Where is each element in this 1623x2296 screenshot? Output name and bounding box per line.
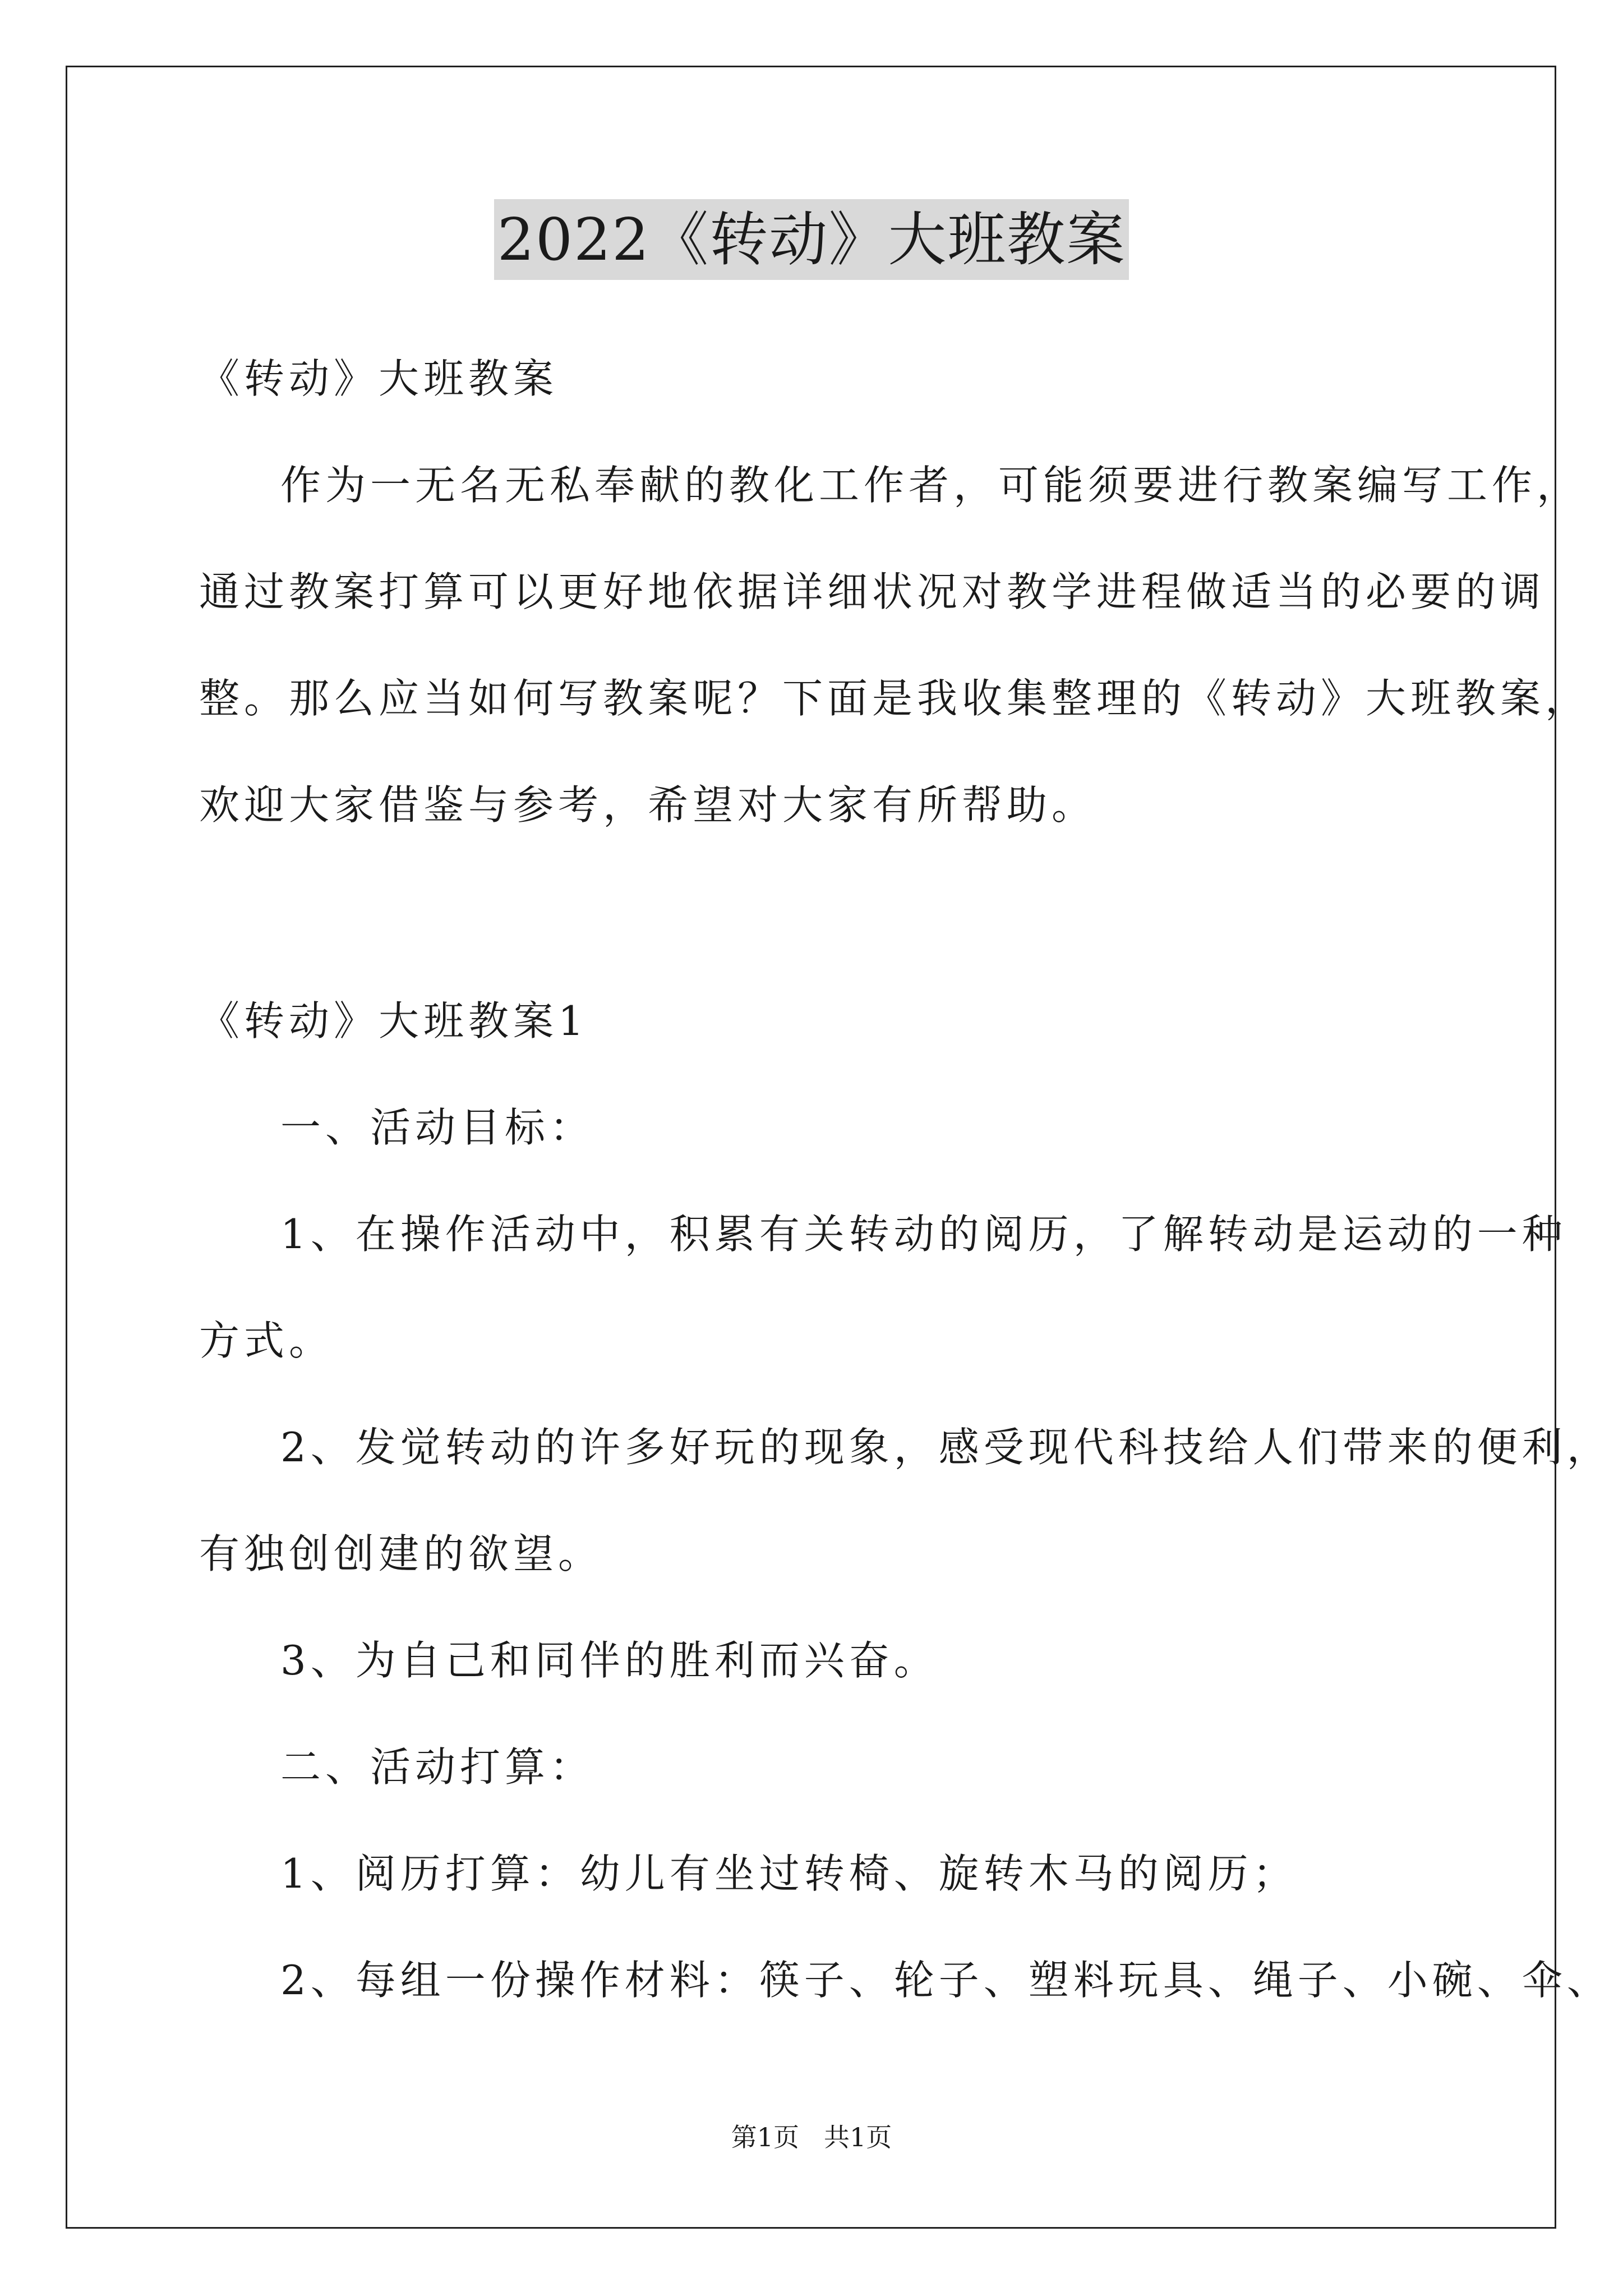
paragraph-line: 欢迎大家借鉴与参考，希望对大家有所帮助。 bbox=[199, 781, 1097, 829]
paragraph-line: 通过教案打算可以更好地依据详细状况对教学进程做适当的必要的调 bbox=[199, 568, 1546, 615]
section-heading: 《转动》大班教案1 bbox=[199, 997, 588, 1045]
paragraph-line: 方式。 bbox=[199, 1317, 334, 1364]
paragraph-line: 1、在操作活动中，积累有关转动的阅历，了解转动是运动的一种 bbox=[280, 1211, 1567, 1258]
subsection-heading: 一、活动目标： bbox=[280, 1104, 595, 1151]
paragraph-line: 整。那么应当如何写教案呢？下面是我收集整理的《转动》大班教案， bbox=[199, 675, 1590, 722]
paragraph-line: 2、每组一份操作材料：筷子、轮子、塑料玩具、绳子、小碗、伞、 bbox=[280, 1957, 1612, 2004]
paragraph-line: 2、发觉转动的许多好玩的现象，感受现代科技给人们带来的便利， bbox=[280, 1424, 1612, 1471]
section-heading: 《转动》大班教案 bbox=[199, 355, 559, 402]
page-footer bbox=[0, 2120, 1623, 2154]
paragraph-line: 1、阅历打算：幼儿有坐过转椅、旋转木马的阅历； bbox=[280, 1850, 1298, 1897]
paragraph-line: 3、为自己和同伴的胜利而兴奋。 bbox=[280, 1637, 939, 1684]
title-container bbox=[0, 199, 1623, 280]
paragraph-line: 作为一无名无私奉献的教化工作者，可能须要进行教案编写工作， bbox=[280, 462, 1582, 509]
paragraph-line: 有独创创建的欲望。 bbox=[199, 1530, 603, 1577]
page-number-total: 共1页 bbox=[824, 2122, 892, 2152]
page-number-current: 第1页 bbox=[731, 2122, 799, 2152]
document-title: 2022《转动》大班教案 bbox=[494, 199, 1129, 280]
subsection-heading: 二、活动打算： bbox=[280, 1743, 595, 1791]
